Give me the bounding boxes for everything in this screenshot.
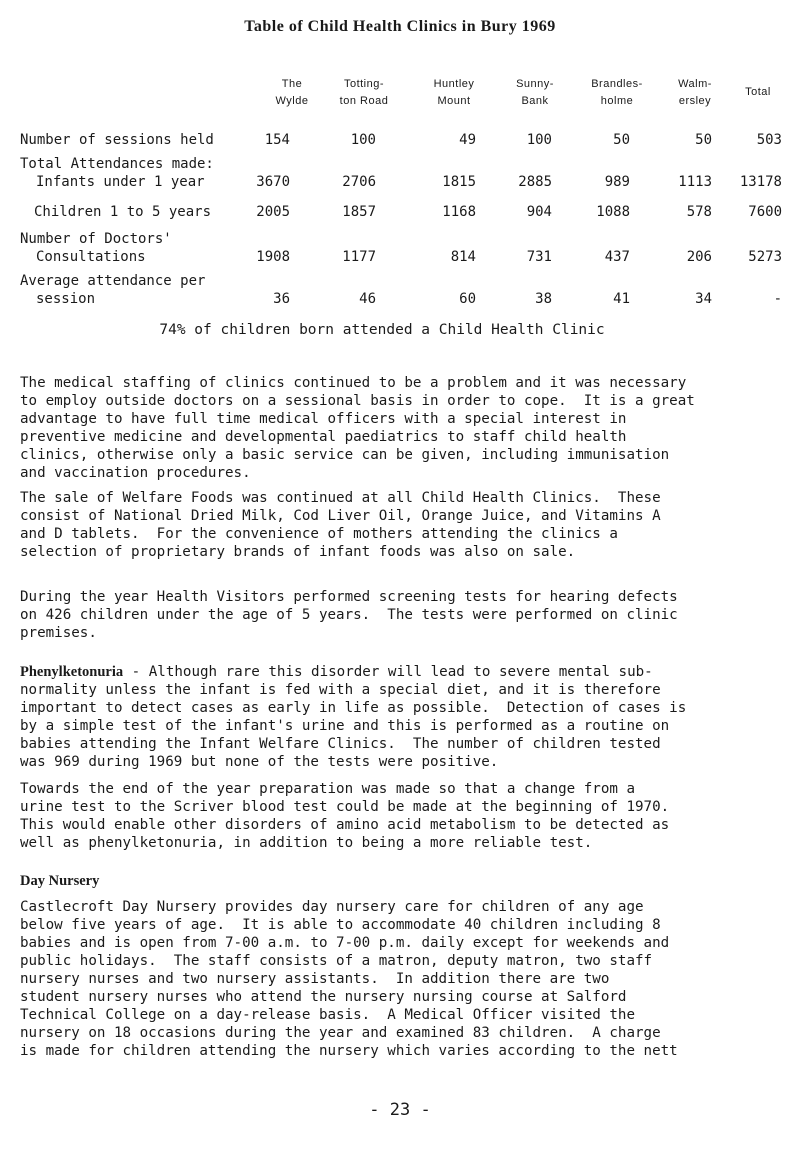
paragraph-medical-staffing: The medical staffing of clinics continued to be a problem and it was necessary to employ outside doctors on a sessional basis in order to cope. It is a great advantage to have full time medical officers with a special interest in preventive medicine and developmental paediatrics to staff child health clinics, otherwise only a basic service can be given, including immunisation and vaccination procedures. bbox=[20, 375, 695, 481]
paragraph-scriver-test: Towards the end of the year preparation was made so that a change from a urine test to the Scriver blood test could be made at the beginning of 1970. This would enable other disorders of amino acid metabolism to be detected as well as phenylketonuria, in addition to being a more reliable test. bbox=[20, 781, 670, 851]
cell-average-tottington: 46 bbox=[359, 291, 376, 307]
column-header-brandlesholme: Brandles- holme bbox=[591, 78, 643, 107]
phenylketonuria-heading: Phenylketonuria bbox=[20, 664, 124, 680]
cell-infants-wylde: 3670 bbox=[256, 174, 290, 190]
cell-average-total: - bbox=[773, 291, 782, 307]
cell-average-huntley: 60 bbox=[459, 291, 476, 307]
cell-children-brandlesholme: 1088 bbox=[596, 204, 630, 220]
cell-consultations-tottington: 1177 bbox=[342, 249, 376, 265]
cell-children-tottington: 1857 bbox=[342, 204, 376, 220]
page-title: Table of Child Health Clinics in Bury 1969 bbox=[244, 18, 556, 35]
paragraph-phenylketonuria bbox=[20, 663, 790, 771]
day-nursery-heading: Day Nursery bbox=[20, 873, 100, 889]
cell-infants-huntley: 1815 bbox=[442, 174, 476, 190]
cell-consultations-walmersley: 206 bbox=[686, 249, 712, 265]
paragraph-welfare-foods: The sale of Welfare Foods was continued at all Child Health Clinics. These consist of National Dried Milk, Cod Liver Oil, Orange Juice, and Vitamins A and D tablets. For the convenience of mothers attending the clinics a selection of proprietary brands of infant foods was also on sale. bbox=[20, 490, 661, 560]
column-header-total: Total bbox=[745, 86, 771, 98]
cell-infants-sunny: 2885 bbox=[518, 174, 552, 190]
cell-sessions-tottington: 100 bbox=[350, 132, 376, 148]
cell-infants-total: 13178 bbox=[739, 174, 782, 190]
cell-infants-walmersley: 1113 bbox=[678, 174, 712, 190]
cell-children-total: 7600 bbox=[748, 204, 782, 220]
cell-infants-tottington: 2706 bbox=[342, 174, 376, 190]
paragraph-hearing-screening: During the year Health Visitors performed screening tests for hearing defects on 426 children under the age of 5 years. The tests were performed on clinic premises. bbox=[20, 589, 678, 641]
cell-sessions-sunny: 100 bbox=[526, 132, 552, 148]
row-label-average: session bbox=[36, 291, 96, 307]
cell-sessions-walmersley: 50 bbox=[695, 132, 712, 148]
cell-sessions-wylde: 154 bbox=[264, 132, 290, 148]
cell-consultations-brandlesholme: 437 bbox=[604, 249, 630, 265]
cell-consultations-total: 5273 bbox=[748, 249, 782, 265]
phenylketonuria-text: - Although rare this disorder will lead to severe mental sub- normality unless the infant is fed with a special diet, and it is therefore important to detect cases as early in life as possible. Detection of cases is by a simple test of the infant's urine and this is performed as a routine on babies attending the Infant Welfare Clinics. The number of children tested was 969 during 1969 but none of the tests were positive. bbox=[20, 664, 687, 770]
cell-sessions-total: 503 bbox=[756, 132, 782, 148]
column-header-tottington-road: Totting- ton Road bbox=[339, 78, 389, 107]
row-label-average-heading: Average attendance per bbox=[20, 273, 206, 289]
column-header-sunny-bank: Sunny- Bank bbox=[516, 78, 554, 107]
cell-children-huntley: 1168 bbox=[442, 204, 476, 220]
column-header-huntley-mount: Huntley Mount bbox=[433, 78, 475, 107]
row-label-attendances-heading: Total Attendances made: bbox=[20, 156, 214, 172]
cell-consultations-wylde: 1908 bbox=[256, 249, 290, 265]
cell-children-wylde: 2005 bbox=[256, 204, 290, 220]
cell-children-walmersley: 578 bbox=[686, 204, 712, 220]
cell-sessions-huntley: 49 bbox=[459, 132, 476, 148]
cell-average-brandlesholme: 41 bbox=[613, 291, 630, 307]
cell-children-sunny: 904 bbox=[526, 204, 552, 220]
column-header-wylde: The Wylde bbox=[275, 78, 309, 107]
cell-average-wylde: 36 bbox=[273, 291, 290, 307]
row-label-infants: Infants under 1 year bbox=[36, 174, 205, 190]
cell-consultations-huntley: 814 bbox=[450, 249, 476, 265]
cell-consultations-sunny: 731 bbox=[526, 249, 552, 265]
row-label-doctors-heading: Number of Doctors' bbox=[20, 231, 172, 247]
cell-average-walmersley: 34 bbox=[695, 291, 712, 307]
attendance-note: 74% of children born attended a Child Health Clinic bbox=[159, 322, 605, 338]
cell-sessions-brandlesholme: 50 bbox=[613, 132, 630, 148]
page-number: - 23 - bbox=[369, 1100, 431, 1120]
row-label-sessions: Number of sessions held bbox=[20, 132, 214, 148]
row-label-consultations: Consultations bbox=[36, 249, 146, 265]
row-label-children: Children 1 to 5 years bbox=[34, 204, 212, 220]
paragraph-day-nursery: Castlecroft Day Nursery provides day nursery care for children of any age below five years of age. It is able to accommodate 40 children including 8 babies and is open from 7-00 a.m. to 7-00 p.m. daily except for weekends and public holidays. The staff consists of a matron, deputy matron, two staff nursery nurses and two nursery assistants. In addition there are two student nursery nurses who attend the nursery nursing course at Salford Technical College on a day-release basis. A Medical Officer visited the nursery on 18 occasions during the year and examined 83 children. A charge is made for children attending the nursery which varies according to the nett bbox=[20, 899, 678, 1059]
cell-infants-brandlesholme: 989 bbox=[604, 174, 630, 190]
cell-average-sunny: 38 bbox=[535, 291, 552, 307]
column-header-walmersley: Walm- ersley bbox=[678, 78, 712, 107]
